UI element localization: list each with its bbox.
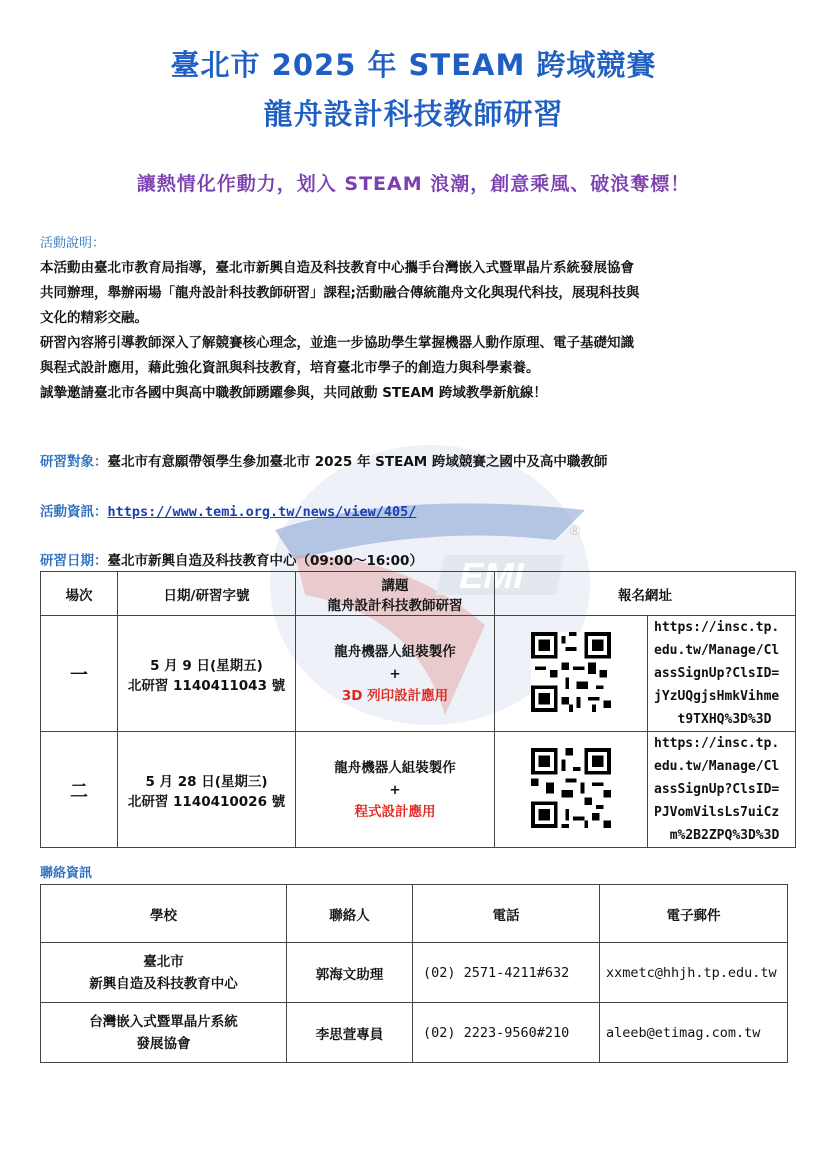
url-line: assSignUp?ClsID= bbox=[654, 782, 780, 797]
topic-highlight: 程式設計應用 bbox=[354, 803, 436, 820]
topic-cell bbox=[296, 732, 495, 848]
topic-line: 龍舟機器人組裝製作 bbox=[334, 759, 456, 776]
header-register: 報名網址 bbox=[495, 572, 796, 616]
audience-label: 研習對象： bbox=[40, 454, 108, 470]
qr-code-icon[interactable] bbox=[531, 748, 611, 828]
sub-title: 龍舟設計科技教師研習 bbox=[263, 97, 564, 131]
person-cell: 李思萱專員 bbox=[287, 1003, 413, 1063]
person-cell: 郭海文助理 bbox=[287, 943, 413, 1003]
school-cell bbox=[41, 1003, 287, 1063]
table-row bbox=[41, 616, 796, 732]
header-session: 場次 bbox=[41, 572, 118, 616]
info-row bbox=[40, 500, 416, 520]
header-topic bbox=[296, 572, 495, 616]
description-line: 本活動由臺北市教育局指導，臺北市新興自造及科技教育中心攜手台灣嵌入式暨單晶片系統發展協會 bbox=[40, 260, 634, 276]
info-link[interactable]: https://www.temi.org.tw/news/view/405/ bbox=[107, 504, 417, 520]
topic-plus: + bbox=[389, 781, 401, 798]
header-email: 電子郵件 bbox=[600, 885, 788, 943]
description-line: 共同辦理，舉辦兩場「龍舟設計科技教師研習」課程;活動融合傳統龍舟文化與現代科技，展現科技與 bbox=[40, 285, 640, 301]
school-cell bbox=[41, 943, 287, 1003]
url-line: https://insc.tp. bbox=[654, 736, 780, 751]
email-cell[interactable]: xxmetc@hhjh.tp.edu.tw bbox=[600, 943, 788, 1003]
contact-table bbox=[40, 884, 788, 1063]
header-topic-line2: 龍舟設計科技教師研習 bbox=[327, 597, 463, 614]
date-cell bbox=[118, 732, 296, 848]
topic-line: 龍舟機器人組裝製作 bbox=[334, 643, 456, 660]
contact-label: 聯絡資訊 bbox=[40, 866, 93, 881]
url-line: jYzUQgjsHmkVihme bbox=[654, 689, 780, 704]
date-line: 5 月 28 日(星期三) bbox=[145, 773, 268, 790]
watermark-registered-mark: ® bbox=[570, 522, 581, 538]
url-line: PJVomVilsLs7uiCz bbox=[654, 805, 780, 820]
info-label: 活動資訊： bbox=[40, 504, 108, 520]
qr-cell bbox=[495, 616, 648, 732]
header-date: 日期/研習字號 bbox=[118, 572, 296, 616]
description-line: 文化的精彩交融。 bbox=[40, 310, 148, 326]
date-label: 研習日期： bbox=[40, 553, 108, 569]
description-line: 與程式設計應用，藉此強化資訊與科技教育，培育臺北市學子的創造力與科學素養。 bbox=[40, 360, 540, 376]
date-cell bbox=[118, 616, 296, 732]
description-line: 誠摯邀請臺北市各國中與高中職教師踴躍參與，共同啟動 STEAM 跨域教學新航線！ bbox=[40, 385, 547, 401]
topic-cell bbox=[296, 616, 495, 732]
description-line: 研習內容將引導教師深入了解競賽核心理念，並進一步協助學生掌握機器人動作原理、電子基礎知識 bbox=[40, 335, 634, 351]
audience-text: 臺北市有意願帶領學生參加臺北市 2025 年 STEAM 跨域競賽之國中及高中職教師 bbox=[107, 454, 608, 470]
course-number: 北研習 1140410026 號 bbox=[127, 793, 286, 810]
email-cell[interactable]: aleeb@etimag.com.tw bbox=[600, 1003, 788, 1063]
register-url-cell[interactable] bbox=[648, 616, 796, 732]
table-row bbox=[41, 943, 788, 1003]
qr-cell bbox=[495, 732, 648, 848]
table-row bbox=[41, 1003, 788, 1063]
schedule-header-row bbox=[41, 572, 796, 616]
topic-plus: + bbox=[389, 665, 401, 682]
schedule-table bbox=[40, 571, 796, 848]
topic-highlight: 3D 列印設計應用 bbox=[341, 687, 449, 704]
header-school: 學校 bbox=[41, 885, 287, 943]
phone-cell: (02) 2571-4211#632 bbox=[413, 943, 600, 1003]
header-phone: 電話 bbox=[413, 885, 600, 943]
description-label: 活動說明： bbox=[40, 236, 106, 251]
date-text: 臺北市新興自造及科技教育中心（09:00～16:00） bbox=[107, 553, 423, 569]
course-number: 北研習 1140411043 號 bbox=[127, 677, 286, 694]
session-cell: 一 bbox=[41, 616, 118, 732]
header-topic-line1: 講題 bbox=[381, 577, 409, 594]
url-line: edu.tw/Manage/Cl bbox=[654, 759, 780, 774]
url-line: m%2B2ZPQ%3D%3D bbox=[669, 828, 780, 843]
slogan: 讓熱情化作動力，划入 STEAM 浪潮，創意乘風、破浪奪標！ bbox=[136, 173, 691, 195]
url-line: edu.tw/Manage/Cl bbox=[654, 643, 780, 658]
url-line: assSignUp?ClsID= bbox=[654, 666, 780, 681]
main-title: 臺北市 2025 年 STEAM 跨域競賽 bbox=[170, 48, 657, 82]
school-line: 台灣嵌入式暨單晶片系統 bbox=[89, 1013, 238, 1030]
contact-header-row bbox=[41, 885, 788, 943]
session-cell: 二 bbox=[41, 732, 118, 848]
date-row bbox=[40, 549, 423, 569]
watermark-logo-text: EMI bbox=[455, 555, 529, 596]
audience-row bbox=[40, 450, 607, 470]
school-line: 發展協會 bbox=[136, 1035, 191, 1052]
url-line: t9TXHQ%3D%3D bbox=[677, 712, 772, 727]
school-line: 新興自造及科技教育中心 bbox=[89, 975, 238, 992]
school-line: 臺北市 bbox=[143, 953, 184, 970]
qr-code-icon[interactable] bbox=[531, 632, 611, 712]
description-body bbox=[40, 256, 800, 406]
date-line: 5 月 9 日(星期五) bbox=[150, 657, 263, 674]
url-line: https://insc.tp. bbox=[654, 620, 780, 635]
header-person: 聯絡人 bbox=[287, 885, 413, 943]
phone-cell: (02) 2223-9560#210 bbox=[413, 1003, 600, 1063]
table-row bbox=[41, 732, 796, 848]
register-url-cell[interactable] bbox=[648, 732, 796, 848]
